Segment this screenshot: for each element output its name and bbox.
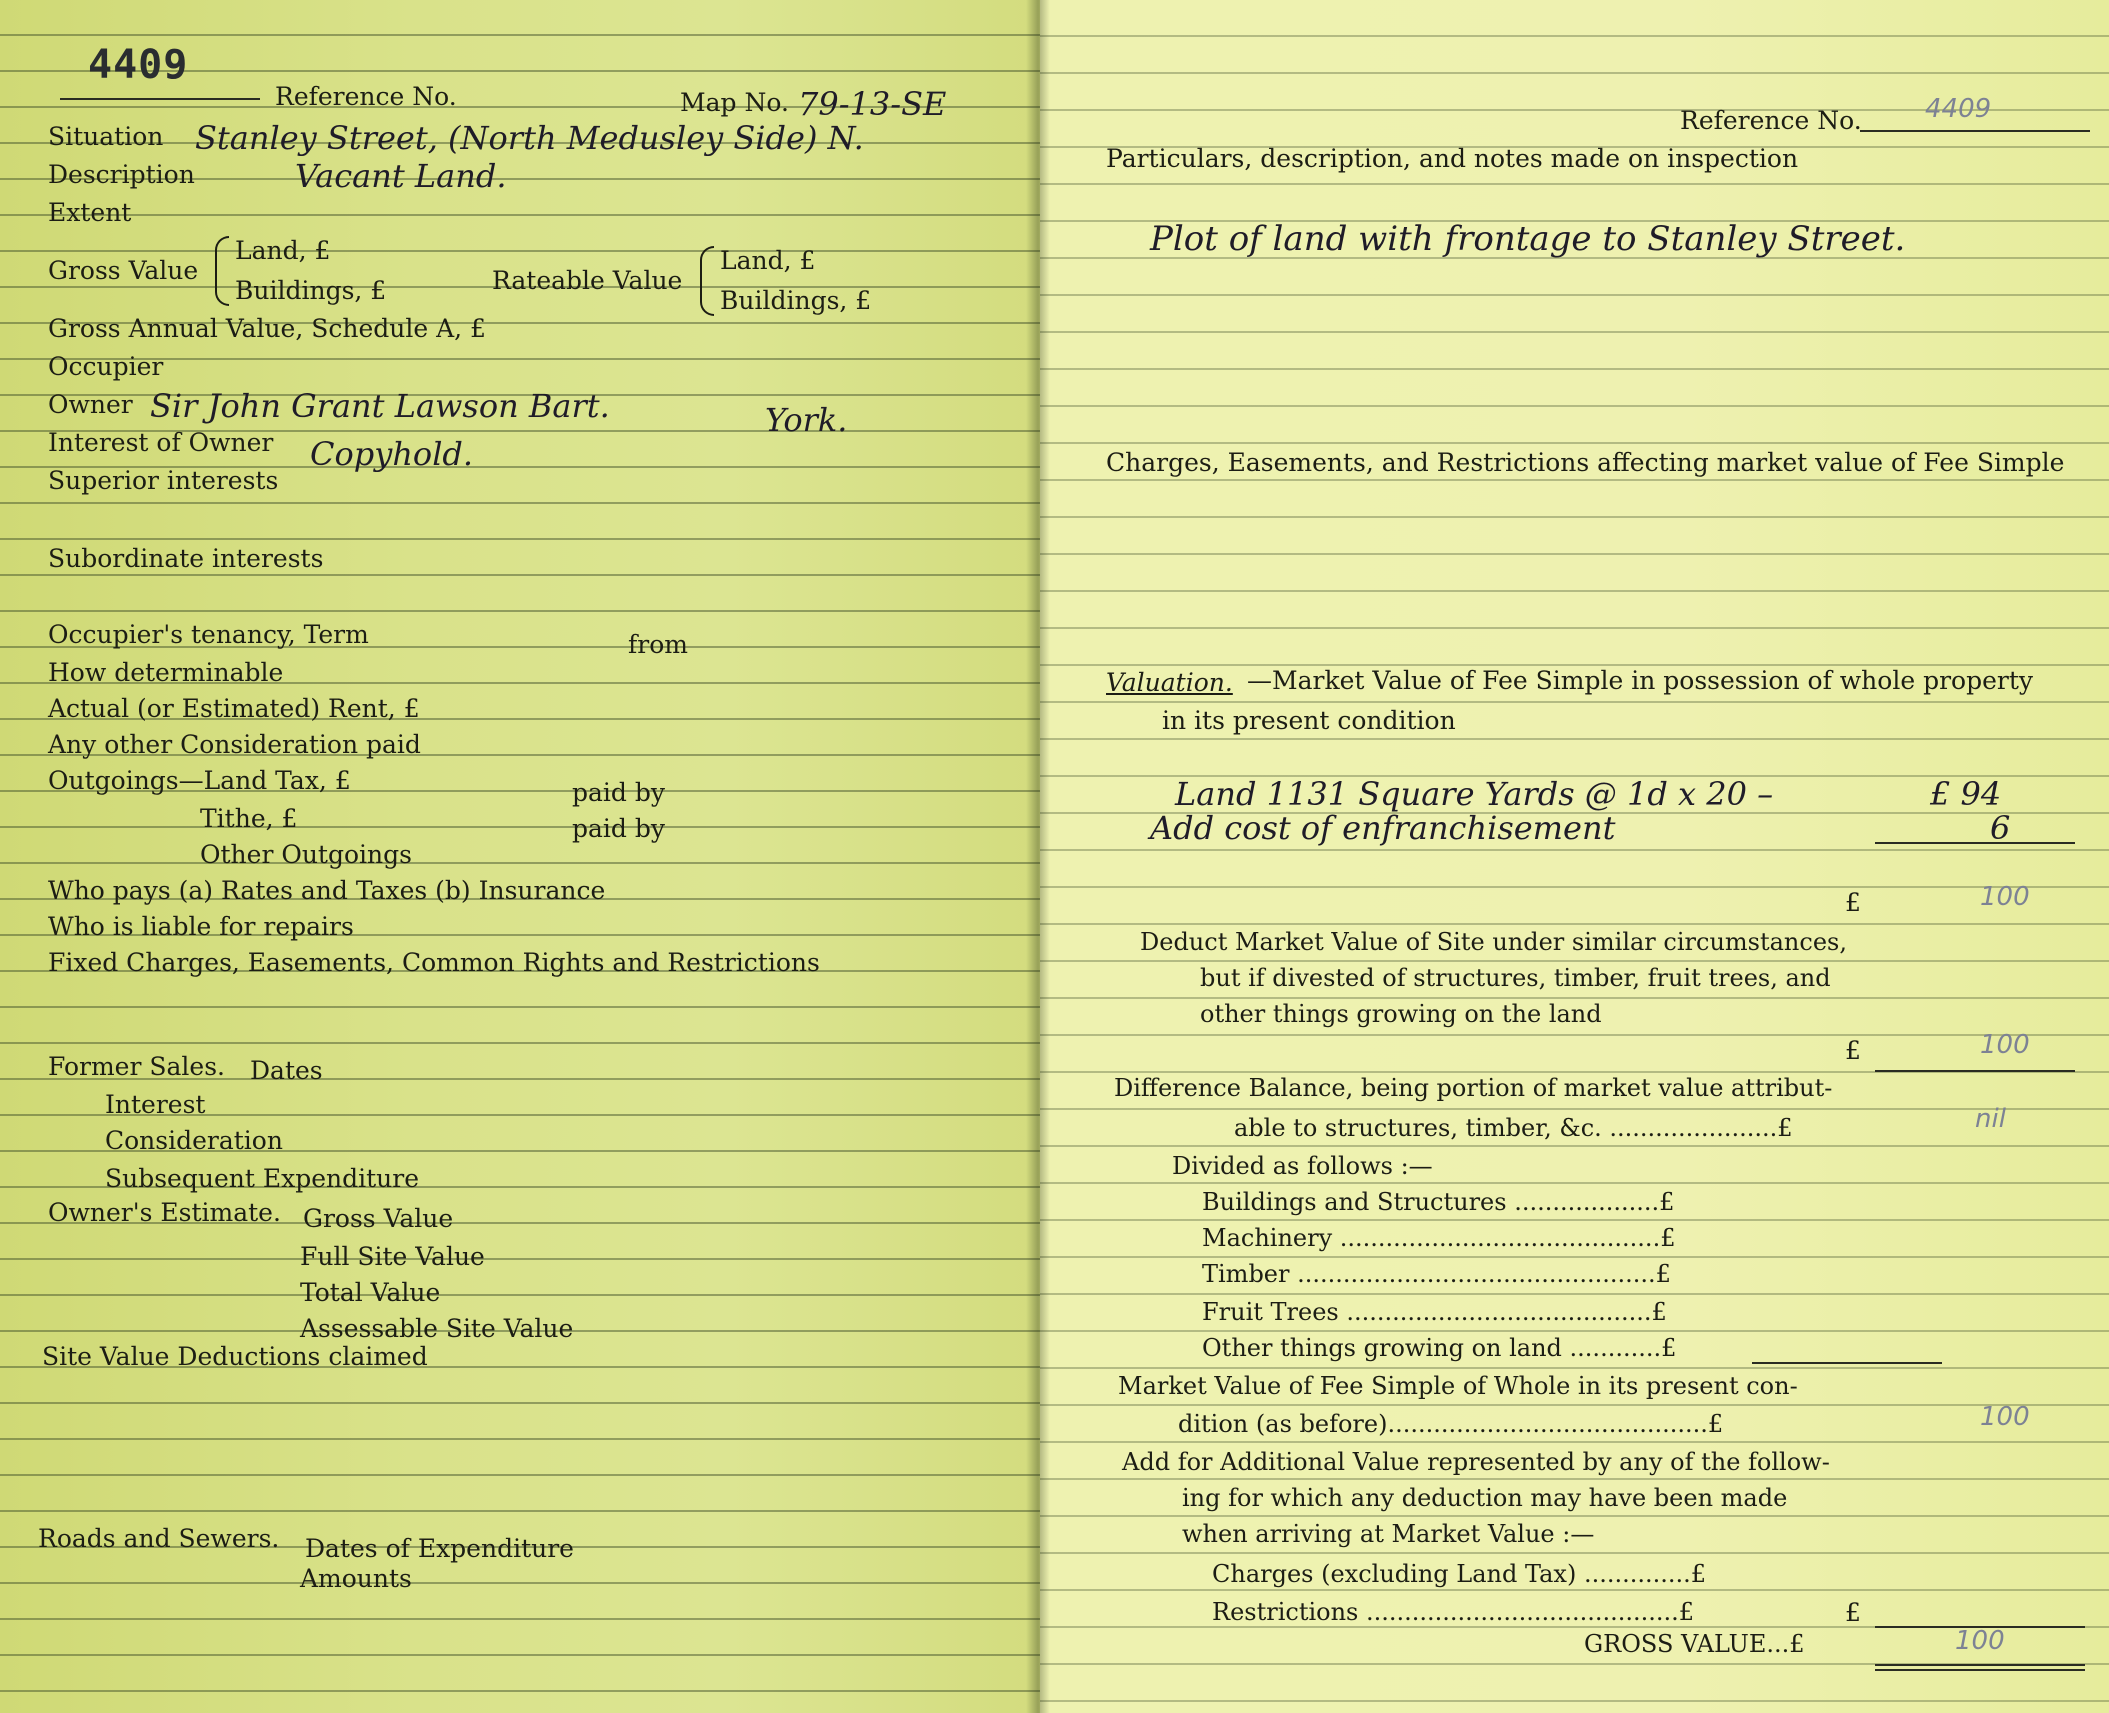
- fixed-charges-label: Fixed Charges, Easements, Common Rights and Restrictions: [48, 948, 820, 977]
- valuation-heading: Valuation.: [1106, 668, 1233, 697]
- subsequent-expenditure-label: Subsequent Expenditure: [105, 1164, 419, 1193]
- amounts-label: Amounts: [300, 1564, 412, 1593]
- map-value: 79-13-SE: [798, 85, 947, 123]
- from-label: from: [628, 630, 688, 659]
- outgoings-label: Outgoings—Land Tax, £: [48, 766, 351, 795]
- map-label: Map No.: [680, 88, 789, 117]
- deduct-line-1: Deduct Market Value of Site under similar circumstances,: [1140, 928, 1847, 956]
- land-calculation: Land 1131 Square Yards @ 1d x 20 –: [1175, 775, 1774, 813]
- situation-label: Situation: [48, 122, 164, 151]
- gross-annual-label: Gross Annual Value, Schedule A, £: [48, 314, 486, 343]
- site-deductions-label: Site Value Deductions claimed: [42, 1342, 428, 1371]
- oe-full-site-label: Full Site Value: [300, 1242, 485, 1271]
- gross-land-label: Land, £: [235, 236, 331, 265]
- timber-label: Timber ...............................................£: [1202, 1260, 1671, 1288]
- interest-owner-label: Interest of Owner: [48, 428, 274, 457]
- deduct-line-2: but if divested of structures, timber, fruit trees, and: [1200, 964, 1831, 992]
- book-gutter: [1026, 0, 1050, 1713]
- deduct-line-3: other things growing on the land: [1200, 1000, 1602, 1028]
- gross-buildings-label: Buildings, £: [235, 276, 387, 305]
- repairs-label: Who is liable for repairs: [48, 912, 354, 941]
- reference-label: Reference No.: [275, 82, 457, 111]
- interest-owner-value: Copyhold.: [310, 435, 474, 473]
- difference-line-1: Difference Balance, being portion of market value attribut-: [1114, 1074, 1833, 1102]
- other-things-label: Other things growing on land ............£: [1202, 1334, 1677, 1362]
- market-line-2: dition (as before)..........................................£: [1178, 1410, 1724, 1438]
- enfranchisement-label: Add cost of enfranchisement: [1150, 809, 1616, 847]
- left-page: [0, 0, 1040, 1713]
- owners-estimate-label: Owner's Estimate.: [48, 1198, 281, 1227]
- divided-label: Divided as follows :—: [1172, 1152, 1433, 1180]
- oe-assessable-label: Assessable Site Value: [300, 1314, 574, 1343]
- former-sales-label: Former Sales.: [48, 1052, 225, 1081]
- owner-label: Owner: [48, 390, 133, 419]
- oe-gross-label: Gross Value: [303, 1204, 454, 1233]
- fruit-trees-label: Fruit Trees ........................................£: [1202, 1298, 1667, 1326]
- total-2: 100: [1980, 1030, 2030, 1060]
- owner-value: Sir John Grant Lawson Bart.: [150, 387, 610, 425]
- pound-sign-2: £: [1845, 1036, 1861, 1065]
- determinable-label: How determinable: [48, 658, 284, 687]
- situation-value: Stanley Street, (North Medusley Side) N.: [195, 119, 864, 157]
- add-line-3: when arriving at Market Value :—: [1182, 1520, 1595, 1548]
- right-page: [1040, 0, 2109, 1713]
- particulars-label: Particulars, description, and notes made on inspection: [1106, 144, 1799, 173]
- extent-label: Extent: [48, 198, 132, 227]
- difference-value: nil: [1975, 1104, 2006, 1134]
- occupier-label: Occupier: [48, 352, 164, 381]
- consideration-paid-label: Any other Consideration paid: [48, 730, 421, 759]
- difference-line-2: able to structures, timber, &c. ......................£: [1234, 1114, 1793, 1142]
- other-outgoings-label: Other Outgoings: [200, 840, 412, 869]
- consideration-label: Consideration: [105, 1126, 283, 1155]
- pound-sign-3: £: [1845, 1598, 1861, 1627]
- record-stamp-number: 4409: [88, 42, 189, 88]
- gross-value-total: 100: [1955, 1626, 2005, 1656]
- roads-sewers-label: Roads and Sewers.: [38, 1524, 280, 1553]
- dates-label: Dates: [250, 1056, 323, 1085]
- pound-sign-1: £: [1845, 888, 1861, 917]
- add-line-2: ing for which any deduction may have been made: [1182, 1484, 1788, 1512]
- rateable-value-label: Rateable Value: [492, 266, 683, 295]
- gross-value-label: Gross Value: [48, 256, 199, 285]
- description-label: Description: [48, 160, 195, 189]
- paid-by-1: paid by: [572, 778, 665, 807]
- interest-label: Interest: [105, 1090, 206, 1119]
- land-amount: £ 94: [1930, 775, 2002, 813]
- enfranchisement-amount: 6: [1990, 809, 2011, 847]
- rateable-land-label: Land, £: [720, 246, 816, 275]
- machinery-label: Machinery ..........................................£: [1202, 1224, 1676, 1252]
- dates-expenditure-label: Dates of Expenditure: [305, 1534, 574, 1563]
- owner-place: York.: [765, 401, 848, 439]
- tenancy-label: Occupier's tenancy, Term: [48, 620, 369, 649]
- rent-label: Actual (or Estimated) Rent, £: [48, 694, 420, 723]
- market-line-1: Market Value of Fee Simple of Whole in its present con-: [1118, 1372, 1798, 1400]
- gross-value-total-label: GROSS VALUE...£: [1584, 1630, 1805, 1658]
- superior-interests-label: Superior interests: [48, 466, 279, 495]
- restrictions-label: Restrictions .........................................£: [1212, 1598, 1695, 1626]
- rateable-value-brace: [700, 246, 714, 316]
- valuation-text-1: —Market Value of Fee Simple in possession of whole property: [1247, 666, 2033, 695]
- oe-total-label: Total Value: [300, 1278, 441, 1307]
- particulars-value: Plot of land with frontage to Stanley Street.: [1150, 219, 1906, 259]
- tithe-label: Tithe, £: [200, 804, 298, 833]
- subordinate-interests-label: Subordinate interests: [48, 544, 324, 573]
- description-value: Vacant Land.: [295, 157, 507, 195]
- paid-by-2: paid by: [572, 814, 665, 843]
- charges-easements-label: Charges, Easements, and Restrictions affecting market value of Fee Simple: [1106, 448, 2065, 477]
- market-value: 100: [1980, 1402, 2030, 1432]
- right-reference-value: 4409: [1925, 94, 1992, 124]
- gross-value-brace: [215, 236, 229, 306]
- charges-excluding-label: Charges (excluding Land Tax) ..............£: [1212, 1560, 1707, 1588]
- rateable-buildings-label: Buildings, £: [720, 286, 872, 315]
- total-1: 100: [1980, 882, 2030, 912]
- who-pays-label: Who pays (a) Rates and Taxes (b) Insurance: [48, 876, 606, 905]
- buildings-structures-label: Buildings and Structures ...................£: [1202, 1188, 1675, 1216]
- right-reference-label: Reference No.: [1680, 106, 1862, 135]
- add-line-1: Add for Additional Value represented by any of the follow-: [1122, 1448, 1830, 1476]
- valuation-text-2: in its present condition: [1162, 706, 1456, 735]
